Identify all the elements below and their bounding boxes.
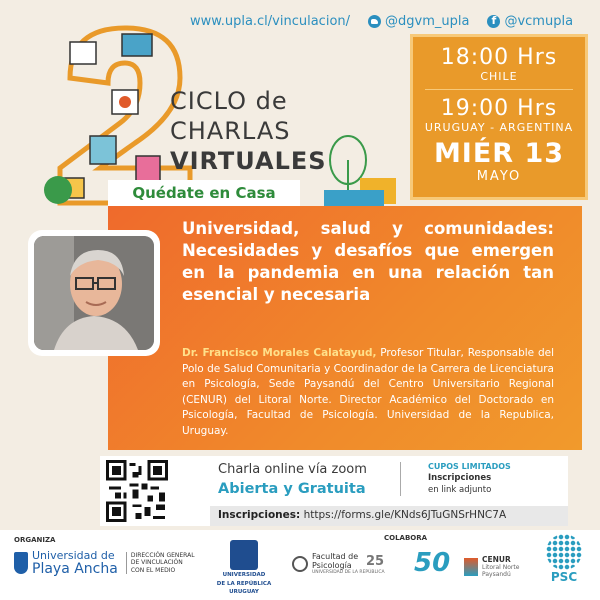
registration-note: en link adjunto [428, 485, 492, 495]
twitter-icon [368, 15, 381, 28]
speaker-name: Dr. Francisco Morales Calatayud, [182, 347, 377, 359]
cenur-sub-1: Litoral Norte [482, 564, 520, 571]
zoom-text: Charla online vía zoom [218, 462, 367, 477]
upa-dir-3: CON EL MEDIO [130, 566, 176, 574]
place-uruguay: URUGUAY - ARGENTINA [424, 121, 574, 134]
schedule-box [410, 34, 588, 200]
psico-name-2: Psicología [312, 561, 352, 570]
cenur-icon [464, 558, 478, 576]
cenur-name: CENUR [482, 555, 511, 564]
udelar-name-1: UNIVERSIDAD [222, 572, 266, 578]
psc-logo [540, 534, 588, 584]
shield-icon [14, 552, 28, 574]
upa-name-1: Universidad de [32, 549, 115, 562]
psc-dots-icon [546, 534, 582, 570]
facebook-handle: @vcmupla [504, 14, 574, 29]
cenur-sub-2: Paysandú [482, 571, 511, 578]
psico-name-1: Facultad de [312, 552, 359, 561]
udelar-emblem-icon [230, 540, 258, 570]
facebook-link[interactable] [487, 14, 573, 29]
divider [400, 462, 401, 496]
psychology-icon [292, 556, 308, 572]
speaker-photo-frame [28, 230, 160, 356]
divider [425, 89, 573, 90]
psc-name: PSC [550, 570, 578, 584]
limited-seats: CUPOS LIMITADOS [428, 462, 511, 471]
title-line-2: CHARLAS [170, 117, 291, 145]
event-month: MAYO [476, 169, 522, 184]
title-line-3: VIRTUALES [170, 147, 327, 175]
speaker-photo [34, 236, 154, 350]
upa-logo [14, 550, 195, 576]
talk-title: Universidad, salud y comunidades: Necesidades y desafíos que emergen en la pandemia en una relación tan esencial y necesaria [182, 219, 554, 304]
registration-label: Inscripciones [428, 473, 492, 483]
title-line-1: CICLO de [170, 87, 288, 115]
speaker-portrait [34, 236, 154, 350]
cenur-logo [464, 556, 519, 578]
speaker-description: Profesor Titular, Responsable del Polo de Salud Comunitaria y Coordinador de la Carrera de Licenciatura en Psicología, Sede Paysandú del Centro Universitario Regional (CENUR) del Litoral Norte. Director Académico del Doctorado en Psicología, Facultad de Psicología. Universidad de la Republica, Uruguay. [182, 347, 554, 437]
tree-illustration [320, 130, 400, 210]
udelar-logo [214, 540, 274, 596]
upa-dir-1: DIRECCIÓN GENERAL [130, 551, 195, 559]
event-day: MIÉR 13 [433, 138, 565, 169]
website-link[interactable]: www.upla.cl/vinculacion/ [190, 14, 351, 29]
udelar-name-2: DE LA REPÚBLICA [216, 580, 272, 587]
twitter-link[interactable] [368, 14, 469, 29]
anniversary-50-logo: 50 [414, 548, 451, 578]
registration-url[interactable]: https://forms.gle/KNds6JTuGNSrHNC7A [303, 509, 507, 521]
place-chile: CHILE [480, 70, 518, 83]
upa-department [126, 552, 195, 575]
registration-link[interactable] [210, 506, 568, 526]
registration-link-label: Inscripciones: [218, 509, 301, 521]
free-text: Abierta y Gratuita [218, 481, 366, 497]
footer-logos [0, 530, 600, 600]
registration-box [100, 456, 568, 526]
stay-home-tag: Quédate en Casa [108, 180, 300, 206]
psico-name-3: UNIVERSIDAD DE LA REPÚBLICA [312, 570, 385, 575]
time-uruguay: 19:00 Hrs [440, 96, 558, 121]
collaborator-label: COLABORA [384, 534, 428, 542]
qr-code[interactable] [106, 460, 168, 522]
speaker-bio [182, 346, 554, 439]
facebook-icon [487, 15, 500, 28]
udelar-name-3: URUGUAY [229, 589, 259, 595]
anniversary-25-logo: 25 [366, 554, 385, 569]
upa-name-2: Playa Ancha [32, 561, 118, 577]
twitter-handle: @dgvm_upla [385, 14, 470, 29]
social-links [190, 14, 573, 29]
upa-dir-2: DE VINCULACIÓN [130, 559, 183, 567]
series-title [170, 86, 327, 176]
time-chile: 18:00 Hrs [440, 45, 558, 70]
organizer-label: ORGANIZA [14, 536, 56, 544]
